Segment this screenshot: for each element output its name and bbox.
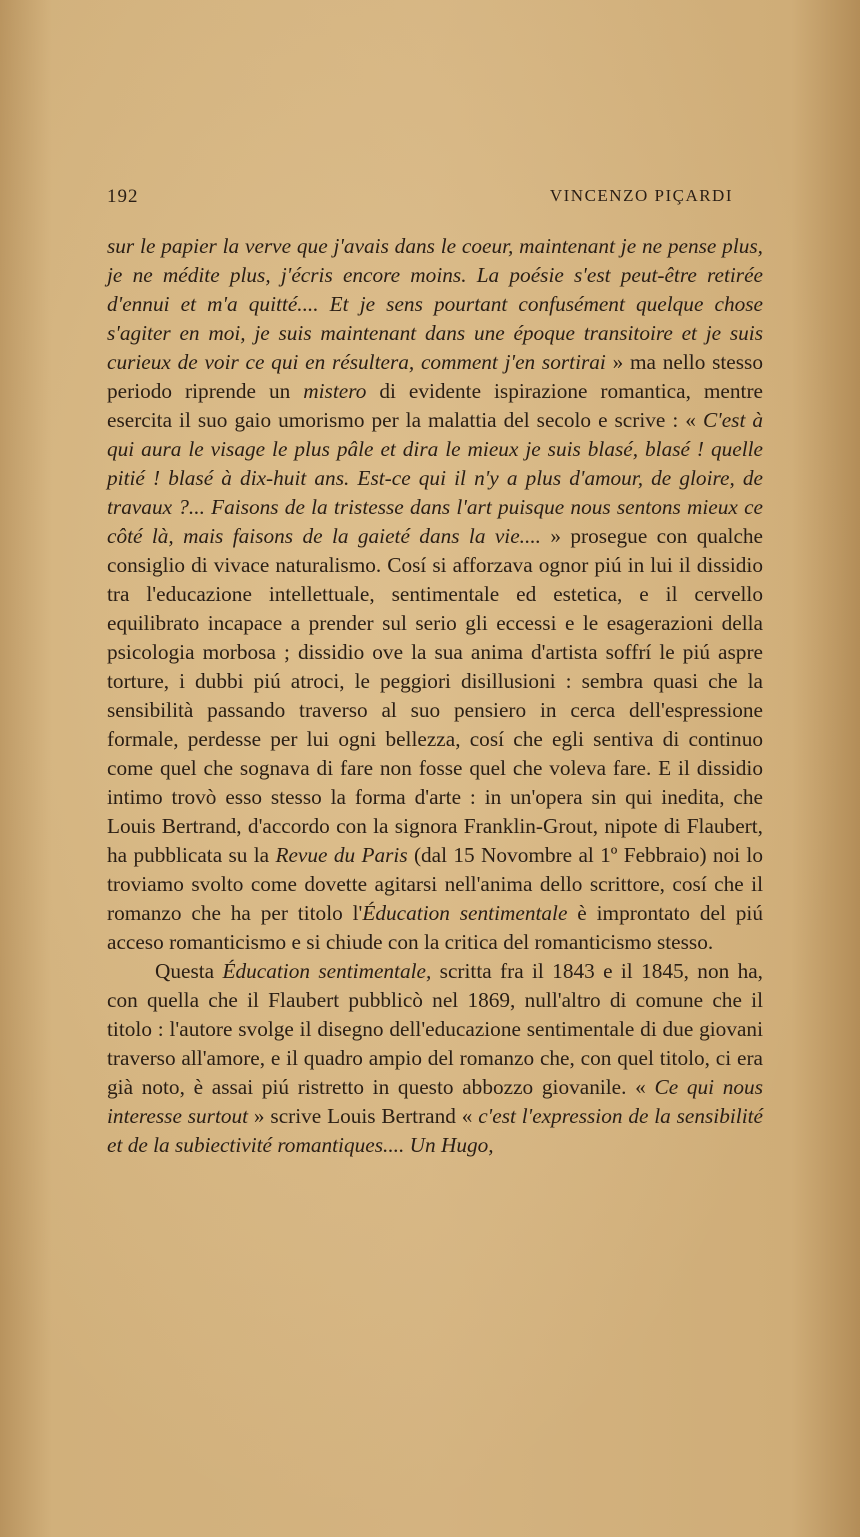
- text-run: Questa: [155, 959, 223, 983]
- italic-run: c'est l'expression de la sensibilité et de la subiectivité romantiques.... Un Hugo,: [107, 1104, 763, 1157]
- text-run: (dal 15 Novombre al 1º Febbraio) noi lo troviamo svolto come dovette agitarsi nell'anima dello scrittore, cosí che il romanzo che ha per titolo l': [107, 843, 763, 925]
- text-run: di evidente ispirazione romantica, mentre esercita il suo gaio umorismo per la malattia del secolo e scrive : «: [107, 379, 763, 432]
- text-run: è improntato del piú acceso romanticismo e si chiude con la critica del romanticismo stesso.: [107, 901, 763, 954]
- italic-run: Éducation sentimentale: [362, 901, 568, 925]
- italic-run: mistero: [303, 379, 367, 403]
- page-number: 192: [107, 186, 139, 207]
- italic-run: C'est à qui aura le visage le plus pâle et dira le mieux je suis blasé, blasé ! quelle pitié ! blasé à dix-huit ans. Est-ce qui il n'y a plus d'amour, de gloire, de travaux ?... Faisons de la tristesse dans l'art puisque nous sentons mieux ce côté là, mais faisons de la gaieté dans la vie....: [107, 408, 764, 548]
- text-run: » prosegue con qualche consiglio di vivace naturalismo. Cosí si afforzava ognor piú in lui il dissidio tra l'educazione intellettuale, sentimentale ed estetica, e il cervello equilibrato incapace a prender sul serio gli eccessi e le esagerazioni della psicologia morbosa ; dissidio ove la sua anima d'artista soffrí le piú aspre torture, i dubbi piú atroci, le peggiori disillusioni : sembra quasi che la sensibilità passando traverso al suo pensiero in cerca dell'espressione formale, perdesse per lui ogni bellezza, cosí che egli sentiva di continuo come quel che sognava di fare non fosse quel che voleva fare. E il dissidio intimo trovò esso stesso la forma d'arte : in un'opera sin qui inedita, che Louis Bertrand, d'accordo con la signora Franklin-Grout, nipote di Flaubert, ha pubblicata su la: [107, 524, 763, 867]
- italic-run: Ce qui nous interesse surtout: [107, 1075, 763, 1128]
- text-run: » ma nello stesso periodo riprende un: [107, 350, 763, 403]
- text-run: » scrive Louis Bertrand «: [248, 1104, 479, 1128]
- page-header: [107, 186, 733, 210]
- italic-run: Éducation sentimentale,: [222, 959, 432, 983]
- text-run: scritta fra il 1843 e il 1845, non ha, con quella che il Flaubert pubblicò nel 1869, null'altro di comune che il titolo : l'autore svolge il disegno dell'educazione sentimentale di due giovani traverso all'amore, e il quadro ampio del romanzo che, con quel titolo, ci era già noto, è assai piú ristretto in questo abbozzo giovanile. «: [107, 959, 764, 1099]
- paragraph: [107, 232, 763, 957]
- body-text: [107, 232, 763, 1160]
- running-title: VINCENZO PIÇARDI: [549, 186, 733, 205]
- italic-run: Revue du Paris: [275, 843, 408, 867]
- italic-run: sur le papier la verve que j'avais dans le coeur, maintenant je ne pense plus, je ne médite plus, j'écris encore moins. La poésie s'est peut-être retirée d'ennui et m'a quitté.... Et je sens pourtant confusément quelque chose s'agiter en moi, je suis maintenant dans une époque transitoire et je suis curieux de voir ce qui en résultera, comment j'en sortirai: [107, 234, 763, 374]
- paragraph: [107, 957, 763, 1160]
